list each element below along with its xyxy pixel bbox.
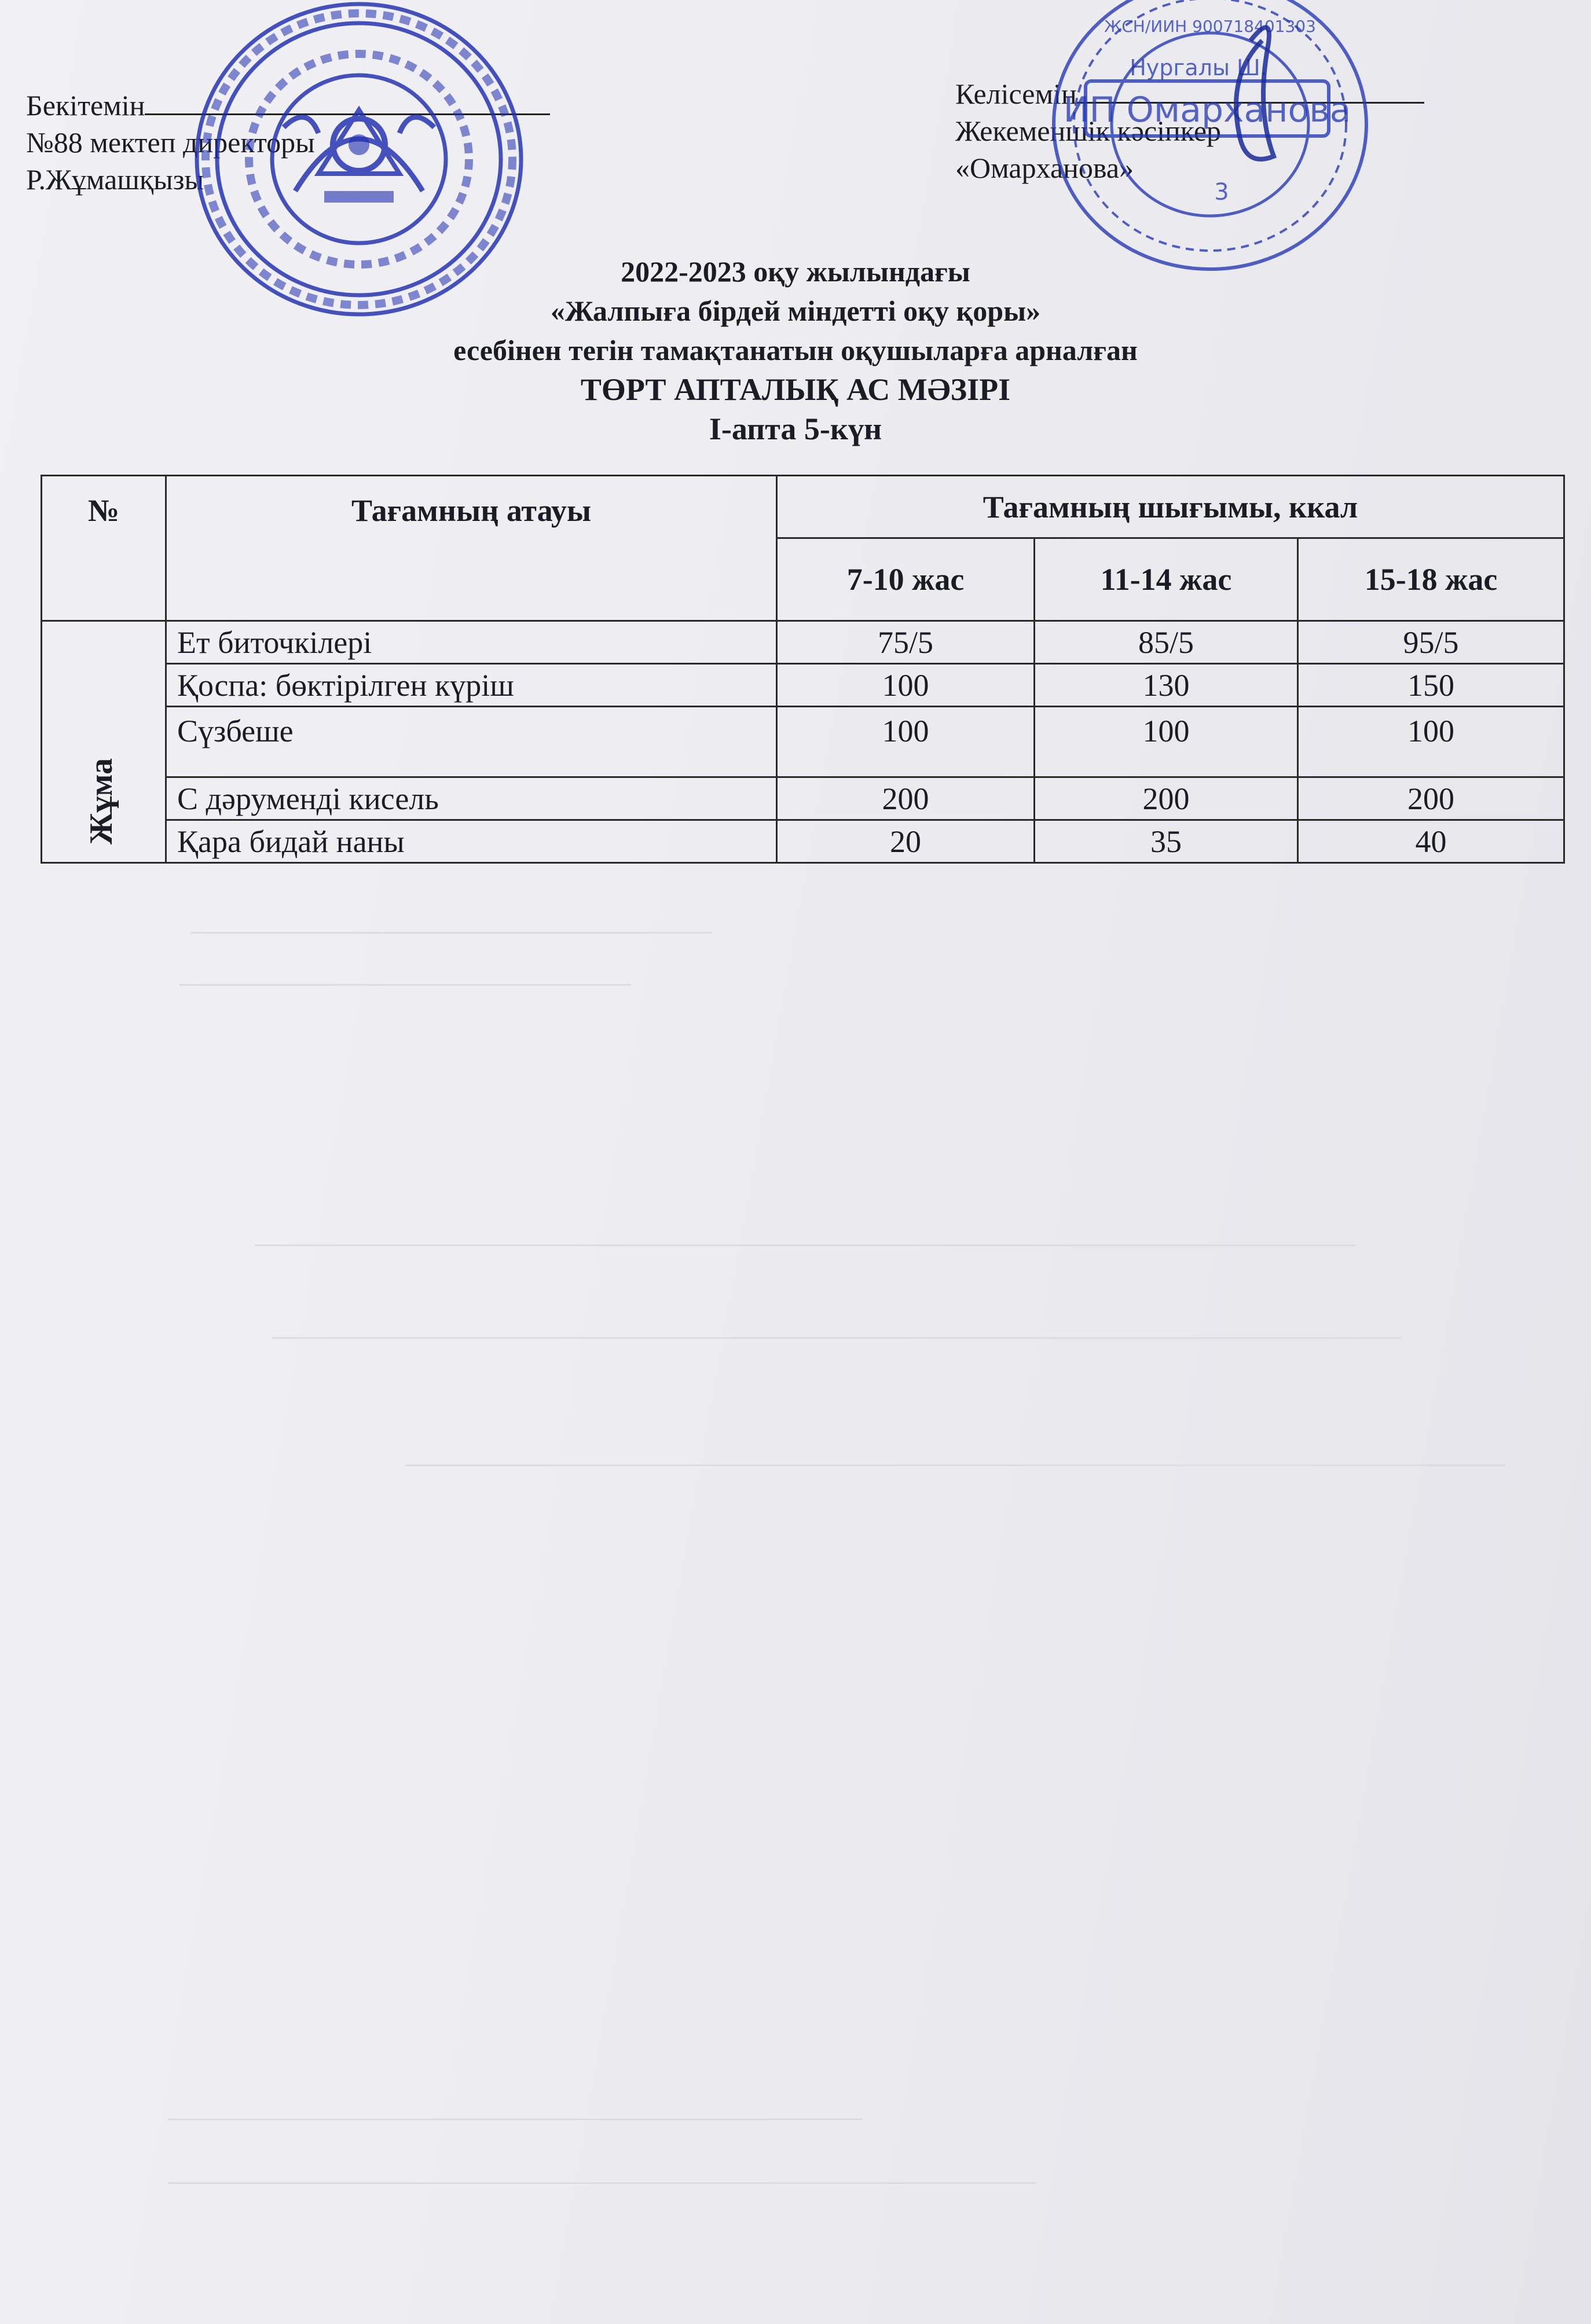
bleed-through-line xyxy=(179,984,631,986)
header-dish-name: Тағамның атауы xyxy=(166,476,777,621)
value-7-10: 100 xyxy=(777,707,1035,777)
approval-left-name: Р.Жұмашқызы xyxy=(26,163,204,196)
value-7-10: 20 xyxy=(777,820,1035,863)
title-purpose: есебінен тегін тамақтанатын оқушыларға арналған xyxy=(453,334,1138,366)
value-15-18: 100 xyxy=(1298,707,1564,777)
bleed-through-line xyxy=(191,932,712,934)
table-row xyxy=(42,621,1564,664)
value-11-14: 100 xyxy=(1035,707,1298,777)
value-15-18: 95/5 xyxy=(1298,621,1564,664)
table-row xyxy=(42,820,1564,863)
title-school-year: 2022-2023 оқу жылындағы xyxy=(621,255,970,288)
day-label: Жұма xyxy=(83,758,119,845)
header-age-11-14: 11-14 жас xyxy=(1035,538,1298,621)
value-11-14: 35 xyxy=(1035,820,1298,863)
dish-name: Қара бидай наны xyxy=(166,820,777,863)
table-row xyxy=(42,777,1564,820)
approval-right-name: «Омарханова» xyxy=(955,152,1134,184)
value-11-14: 200 xyxy=(1035,777,1298,820)
dish-name: Ет биточкілері xyxy=(166,621,777,664)
table-row xyxy=(42,664,1564,707)
dish-name: Сүзбеше xyxy=(166,707,777,777)
value-15-18: 150 xyxy=(1298,664,1564,707)
approval-left-title: Бекітемін xyxy=(26,89,145,122)
stamp-iin: ЖСН/ИИН 900718401303 xyxy=(1104,17,1316,36)
bleed-through-line xyxy=(272,1337,1401,1339)
approval-right-position: Жекеменшік кәсіпкер xyxy=(955,115,1222,147)
stamp-owner-name: Нургалы Ш. xyxy=(1130,55,1267,80)
value-15-18: 200 xyxy=(1298,777,1564,820)
bleed-through-line xyxy=(405,1464,1505,1466)
value-7-10: 100 xyxy=(777,664,1035,707)
title-fund: «Жалпыға бірдей міндетті оқу қоры» xyxy=(550,295,1041,327)
value-7-10: 200 xyxy=(777,777,1035,820)
header-age-15-18: 15-18 жас xyxy=(1298,538,1564,621)
header-age-7-10: 7-10 жас xyxy=(777,538,1035,621)
table-row xyxy=(42,707,1564,777)
entrepreneur-seal-stamp xyxy=(1042,0,1390,272)
dish-name: Қоспа: бөктірілген күріш xyxy=(166,664,777,707)
bleed-through-line xyxy=(255,1244,1355,1246)
document-title-block xyxy=(0,252,1591,449)
approval-left-position: №88 мектеп директоры xyxy=(26,126,315,159)
stamp-number: 3 xyxy=(1214,179,1229,205)
value-7-10: 75/5 xyxy=(777,621,1035,664)
approval-right-title: Келісемін xyxy=(955,78,1077,110)
day-cell xyxy=(42,621,166,863)
bleed-through-line xyxy=(168,2182,1036,2184)
value-15-18: 40 xyxy=(1298,820,1564,863)
value-11-14: 130 xyxy=(1035,664,1298,707)
title-week-day: І-апта 5-күн xyxy=(709,412,882,446)
header-number: № xyxy=(42,476,166,621)
stamp-company-name: ИП Омарханова xyxy=(1063,90,1351,130)
bleed-through-line xyxy=(168,2119,863,2120)
dish-name: С дәруменді кисель xyxy=(166,777,777,820)
header-yield: Тағамның шығымы, ккал xyxy=(777,476,1564,538)
title-menu: ТӨРТ АПТАЛЫҚ АС МӘЗІРІ xyxy=(580,372,1011,407)
menu-table xyxy=(41,475,1565,864)
value-11-14: 85/5 xyxy=(1035,621,1298,664)
table-header-row xyxy=(42,476,1564,538)
